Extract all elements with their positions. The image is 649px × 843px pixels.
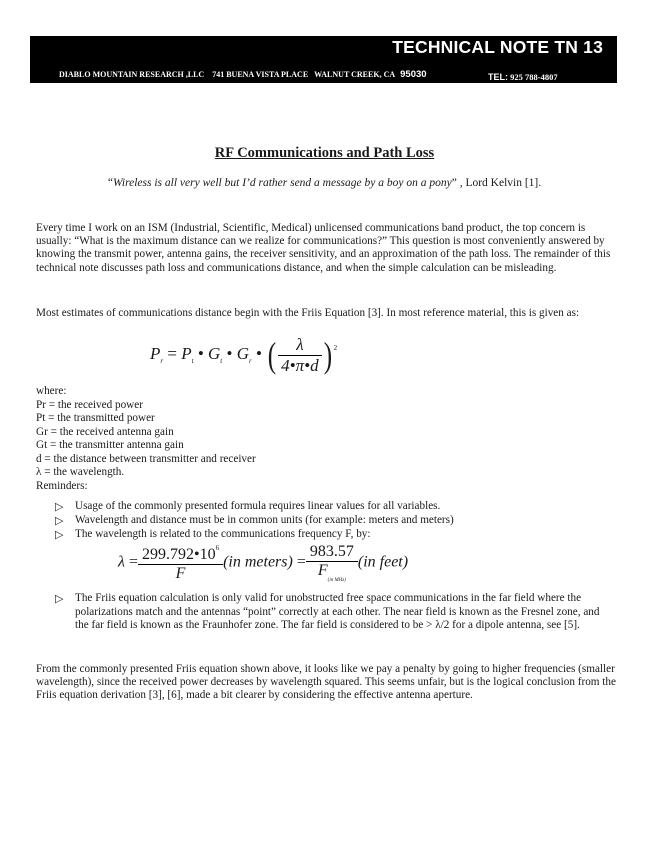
- tel-number: 925 788-4807: [510, 72, 558, 82]
- reminder-text: Wavelength and distance must be in common units (for example: meters and meters): [75, 513, 454, 526]
- friis-equation: [150, 334, 360, 384]
- epigraph-quote: [0, 177, 649, 189]
- definition-item: Gr = the received antenna gain: [36, 425, 174, 438]
- triangle-bullet-icon: ▷: [55, 527, 64, 541]
- triangle-bullet-icon: ▷: [55, 592, 64, 605]
- zip-code: 95030: [400, 69, 427, 80]
- feet-denominator-var: F: [317, 562, 328, 579]
- reminder-text: Usage of the commonly presented formula requires linear values for all variables.: [75, 500, 441, 512]
- reminder-item: [55, 500, 454, 514]
- variable-definitions: [36, 385, 256, 493]
- triangle-bullet-icon: ▷: [55, 513, 64, 527]
- city-state: WALNUT CREEK, CA: [314, 70, 396, 79]
- friis-dot-2: •: [226, 343, 233, 363]
- quote-close-mark: ”: [451, 177, 457, 189]
- friis-fraction: [278, 335, 321, 376]
- left-paren: (: [267, 335, 277, 375]
- definition-item: d = the distance between transmitter and receiver: [36, 452, 256, 465]
- quote-attribution: , Lord Kelvin [1].: [456, 177, 542, 189]
- friis-denominator: 4•π•d: [281, 355, 319, 375]
- quote-text: Wireless is all very well but I’d rather send a message by a boy on a pony: [112, 177, 452, 189]
- document-title: RF Communications and Path Loss: [214, 145, 435, 161]
- friis-lhs: P: [150, 343, 161, 363]
- header-banner: [30, 36, 617, 83]
- definition-item: Pr = the received power: [36, 398, 143, 411]
- wavelength-equals: =: [128, 553, 138, 571]
- feet-denominator: [306, 562, 358, 583]
- conclusion-paragraph: From the commonly presented Friis equation shown above, it looks like we pay a penalty by going to higher frequencies (smaller wavelength), since the received power decreases by wavelength squared. This seems unfair, but is the logical conclusion from the Friis equation derivation [3], [6], made a bit clearer by considering the effective antenna aperture.: [36, 663, 616, 702]
- where-label: where:: [36, 385, 67, 397]
- reminder-item: [55, 592, 615, 633]
- feet-denominator-sub: (in MHz): [327, 578, 346, 583]
- meters-numerator: [138, 544, 223, 565]
- friis-term-gr-sub: r: [248, 356, 252, 365]
- telephone: [488, 72, 558, 82]
- wavelength-equals-2: =: [296, 553, 306, 571]
- right-paren: ): [323, 335, 332, 375]
- friis-numerator: λ: [278, 335, 321, 356]
- document-title-wrap: [0, 145, 649, 162]
- friis-term-gr: G: [236, 343, 249, 363]
- lambda-symbol: λ: [118, 553, 125, 571]
- definition-item: λ = the wavelength.: [36, 466, 125, 478]
- friis-dot-1: •: [197, 343, 204, 363]
- feet-numerator: 983.57: [306, 543, 358, 562]
- reminders-label: Reminders:: [36, 479, 88, 492]
- friis-term-pt: P: [181, 343, 192, 363]
- definition-item: Pt = the transmitted power: [36, 412, 155, 424]
- feet-unit: (in feet): [357, 553, 409, 571]
- definition-item: Gt = the transmitter antenna gain: [36, 439, 184, 451]
- friis-term-gt-sub: t: [220, 356, 223, 365]
- company-name: DIABLO MOUNTAIN RESEARCH ,LLC: [59, 70, 205, 79]
- meters-exponent: 6: [215, 543, 220, 552]
- reminder-text: The wavelength is related to the communications frequency F, by:: [75, 527, 371, 540]
- reminder-text: The Friis equation calculation is only valid for unobstructed free space communications in the far field where the polarizations match and the antennas “point” correctly at each other. The near field is known as the Fresnel zone, and the far field is known as the Fraunhofer zone. The far field is considered to be > λ/2 for a dipole antenna, see [5].: [75, 592, 600, 631]
- friis-dot-3: •: [255, 343, 262, 363]
- reminders-list: [55, 500, 454, 541]
- friis-intro-paragraph: Most estimates of communications distance begin with the Friis Equation [3]. In most reference material, this is given as:: [36, 307, 580, 319]
- feet-fraction: [306, 543, 358, 583]
- meters-unit: (in meters): [223, 553, 293, 571]
- quote-open-mark: “: [107, 177, 113, 189]
- meters-denominator: F: [175, 564, 186, 582]
- company-address-line: [59, 69, 427, 80]
- meters-fraction: [138, 544, 223, 583]
- reminder-item: [55, 514, 454, 528]
- tel-label: TEL:: [488, 72, 508, 82]
- technical-note-title: TECHNICAL NOTE TN 13: [392, 37, 603, 57]
- reminder-item: [55, 528, 454, 542]
- reminder-far-field: [55, 592, 615, 633]
- friis-equals: =: [167, 343, 177, 363]
- triangle-bullet-icon: ▷: [55, 500, 64, 513]
- friis-exponent: 2: [333, 343, 338, 352]
- meters-numerator-value: 299.792•10: [141, 545, 216, 563]
- friis-lhs-sub: r: [160, 356, 164, 365]
- intro-paragraph: Every time I work on an ISM (Industrial, Scientific, Medical) unlicensed communications band product, the top concern is usually: “What is the maximum distance can we realize for communications?” This question is most conveniently answered by knowing the transmit power, antenna gains, the receiver sensitivity, and an approximation of the path loss. The remainder of this technical note discusses path loss and communications distance, and when the simple calculation can be misleading.: [36, 222, 611, 274]
- street-address: 741 BUENA VISTA PLACE: [212, 70, 309, 79]
- friis-term-gt: G: [208, 343, 221, 363]
- wavelength-equation: [118, 543, 408, 583]
- friis-term-pt-sub: t: [191, 356, 194, 365]
